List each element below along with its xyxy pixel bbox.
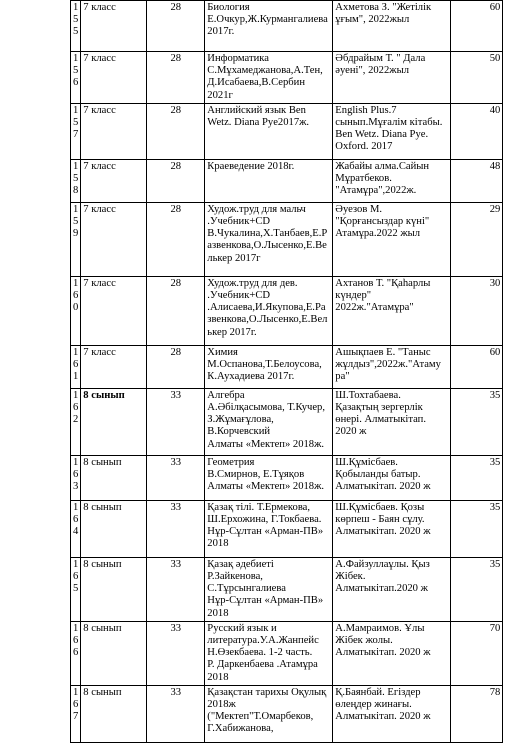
grade-cell: 7 класс [81, 103, 147, 159]
grade-cell: 8 сынып [81, 685, 147, 742]
textbook-cell: Информатика С.Мұхамеджанова,А.Тен, Д.Исабаева,В.Сербин 2021г [205, 52, 333, 104]
grade-cell: 7 класс [81, 159, 147, 202]
hours-cell: 28 [147, 345, 205, 388]
textbook-cell: Қазақ тілі. Т.Ермекова, Ш.Ерхожина, Г.Токбаева. Нұр-Сұлтан «Арман-ПВ» 2018 [205, 500, 333, 557]
textbook-cell: Худож.труд для мальч .Учебник+CD В.Чукалина,Х.Танбаев,Е.Р азвенкова,О.Лысенко,Е.Ве лькер 2017г [205, 202, 333, 276]
reading-book-cell: А.Файзуллаұлы. Қыз Жібек. Алматыкітап.2020 ж [333, 557, 451, 621]
grade-cell: 8 сынып [81, 621, 147, 685]
copies-cell: 35 [451, 388, 503, 455]
hours-cell: 28 [147, 202, 205, 276]
table-row [71, 500, 503, 557]
hours-cell: 28 [147, 103, 205, 159]
row-number-cell: 158 [71, 159, 81, 202]
table-row [71, 685, 503, 742]
hours-cell: 33 [147, 557, 205, 621]
grade-cell: 7 класс [81, 345, 147, 388]
textbook-cell: Қазақстан тарихы Оқулық 2018ж ("Мектеп"Т.Омарбеков, Г.Хабижанова, [205, 685, 333, 742]
copies-cell: 30 [451, 276, 503, 345]
table-row [71, 621, 503, 685]
row-number-cell: 161 [71, 345, 81, 388]
reading-book-cell: А.Мамраимов. Ұлы Жібек жолы. Алматыкітап. 2020 ж [333, 621, 451, 685]
textbook-cell: Краеведение 2018г. [205, 159, 333, 202]
textbook-cell: Қазақ әдебиеті Р.Зайкенова, С.Тұрсынгалиева Нұр-Сұлтан «Арман-ПВ» 2018 [205, 557, 333, 621]
textbook-cell: Русский язык и литература.У.А.Жанпейс Н.Өзекбаева. 1-2 часть. Р. Даркенбаева .Атамұра 2018 [205, 621, 333, 685]
grade-cell: 8 сынып [81, 455, 147, 500]
reading-book-cell: Ш.Тохтабаева. Қазақтың зергерлік өнері. Алматыкітап. 2020 ж [333, 388, 451, 455]
hours-cell: 33 [147, 455, 205, 500]
reading-book-cell: Әуезов М. "Қорғансыздар күні" Атамұра.2022 жыл [333, 202, 451, 276]
copies-cell: 35 [451, 500, 503, 557]
table-row [71, 557, 503, 621]
textbook-cell: Английский язык Ben Wetz. Diana Pye2017ж. [205, 103, 333, 159]
grade-cell: 8 сынып [81, 500, 147, 557]
copies-cell: 60 [451, 345, 503, 388]
row-number-cell: 159 [71, 202, 81, 276]
textbook-table [70, 0, 503, 743]
table-row [71, 276, 503, 345]
grade-cell: 7 класс [81, 1, 147, 52]
row-number-cell: 155 [71, 1, 81, 52]
reading-book-cell: Ахметова З. "Жетілік ұғым", 2022жыл [333, 1, 451, 52]
grade-cell: 8 сынып [81, 557, 147, 621]
reading-book-cell: Ашықпаев Е. "Таныс жұлдыз",2022ж."Атаму ра" [333, 345, 451, 388]
grade-cell: 7 класс [81, 276, 147, 345]
hours-cell: 33 [147, 500, 205, 557]
reading-book-cell: Әбдрайым Т. " Дала әуені", 2022жыл [333, 52, 451, 104]
hours-cell: 33 [147, 621, 205, 685]
hours-cell: 33 [147, 388, 205, 455]
copies-cell: 35 [451, 557, 503, 621]
copies-cell: 48 [451, 159, 503, 202]
row-number-cell: 165 [71, 557, 81, 621]
table-row [71, 388, 503, 455]
row-number-cell: 162 [71, 388, 81, 455]
row-number-cell: 157 [71, 103, 81, 159]
table-row [71, 1, 503, 52]
hours-cell: 28 [147, 52, 205, 104]
hours-cell: 33 [147, 685, 205, 742]
grade-cell: 7 класс [81, 202, 147, 276]
row-number-cell: 156 [71, 52, 81, 104]
textbook-cell: Худож.труд для дев. .Учебник+CD .Алисаева,И.Якупова,Е.Ра звенкова,О.Лысенко,Е.Вел ькер 2017г. [205, 276, 333, 345]
copies-cell: 60 [451, 1, 503, 52]
row-number-cell: 166 [71, 621, 81, 685]
copies-cell: 29 [451, 202, 503, 276]
hours-cell: 28 [147, 276, 205, 345]
reading-book-cell: Ш.Құмісбаев. Қобыланды батыр. Алматыкітап. 2020 ж [333, 455, 451, 500]
reading-book-cell: English Plus.7 сынып.Мұғалім кітабы. Ben Wetz. Diana Pye. Oxford. 2017 [333, 103, 451, 159]
row-number-cell: 160 [71, 276, 81, 345]
reading-book-cell: Жабайы алма.Сайын Мұратбеков. "Атамұра",2022ж. [333, 159, 451, 202]
hours-cell: 28 [147, 1, 205, 52]
table-row [71, 202, 503, 276]
hours-cell: 28 [147, 159, 205, 202]
copies-cell: 50 [451, 52, 503, 104]
textbook-cell: Химия М.Оспанова,Т.Белоусова, К.Аухадиева 2017г. [205, 345, 333, 388]
copies-cell: 78 [451, 685, 503, 742]
row-number-cell: 163 [71, 455, 81, 500]
reading-book-cell: Ш.Құмісбаев. Қозы көрпеш - Баян сұлу. Алматыкітап. 2020 ж [333, 500, 451, 557]
table-row [71, 52, 503, 104]
row-number-cell: 167 [71, 685, 81, 742]
table-row [71, 345, 503, 388]
copies-cell: 40 [451, 103, 503, 159]
textbook-cell: Биология Е.Очкур,Ж.Курмангалиева 2017г. [205, 1, 333, 52]
copies-cell: 70 [451, 621, 503, 685]
reading-book-cell: Ахтанов Т. "Қаһарлы күндер" 2022ж."Атамұра" [333, 276, 451, 345]
textbook-cell: Алгебра А.Әбілқасымова, Т.Кучер, З.Жұмағұлова, В.Корчевский Алматы «Мектеп» 2018ж. [205, 388, 333, 455]
grade-cell: 8 сынып [81, 388, 147, 455]
table-row [71, 103, 503, 159]
reading-book-cell: Қ.Баянбай. Егіздер өлеңдер жинағы. Алматыкітап. 2020 ж [333, 685, 451, 742]
table-row [71, 159, 503, 202]
textbook-cell: Геометрия В.Смирнов, Е.Тұяқов Алматы «Мектеп» 2018ж. [205, 455, 333, 500]
row-number-cell: 164 [71, 500, 81, 557]
grade-cell: 7 класс [81, 52, 147, 104]
copies-cell: 35 [451, 455, 503, 500]
table-row [71, 455, 503, 500]
